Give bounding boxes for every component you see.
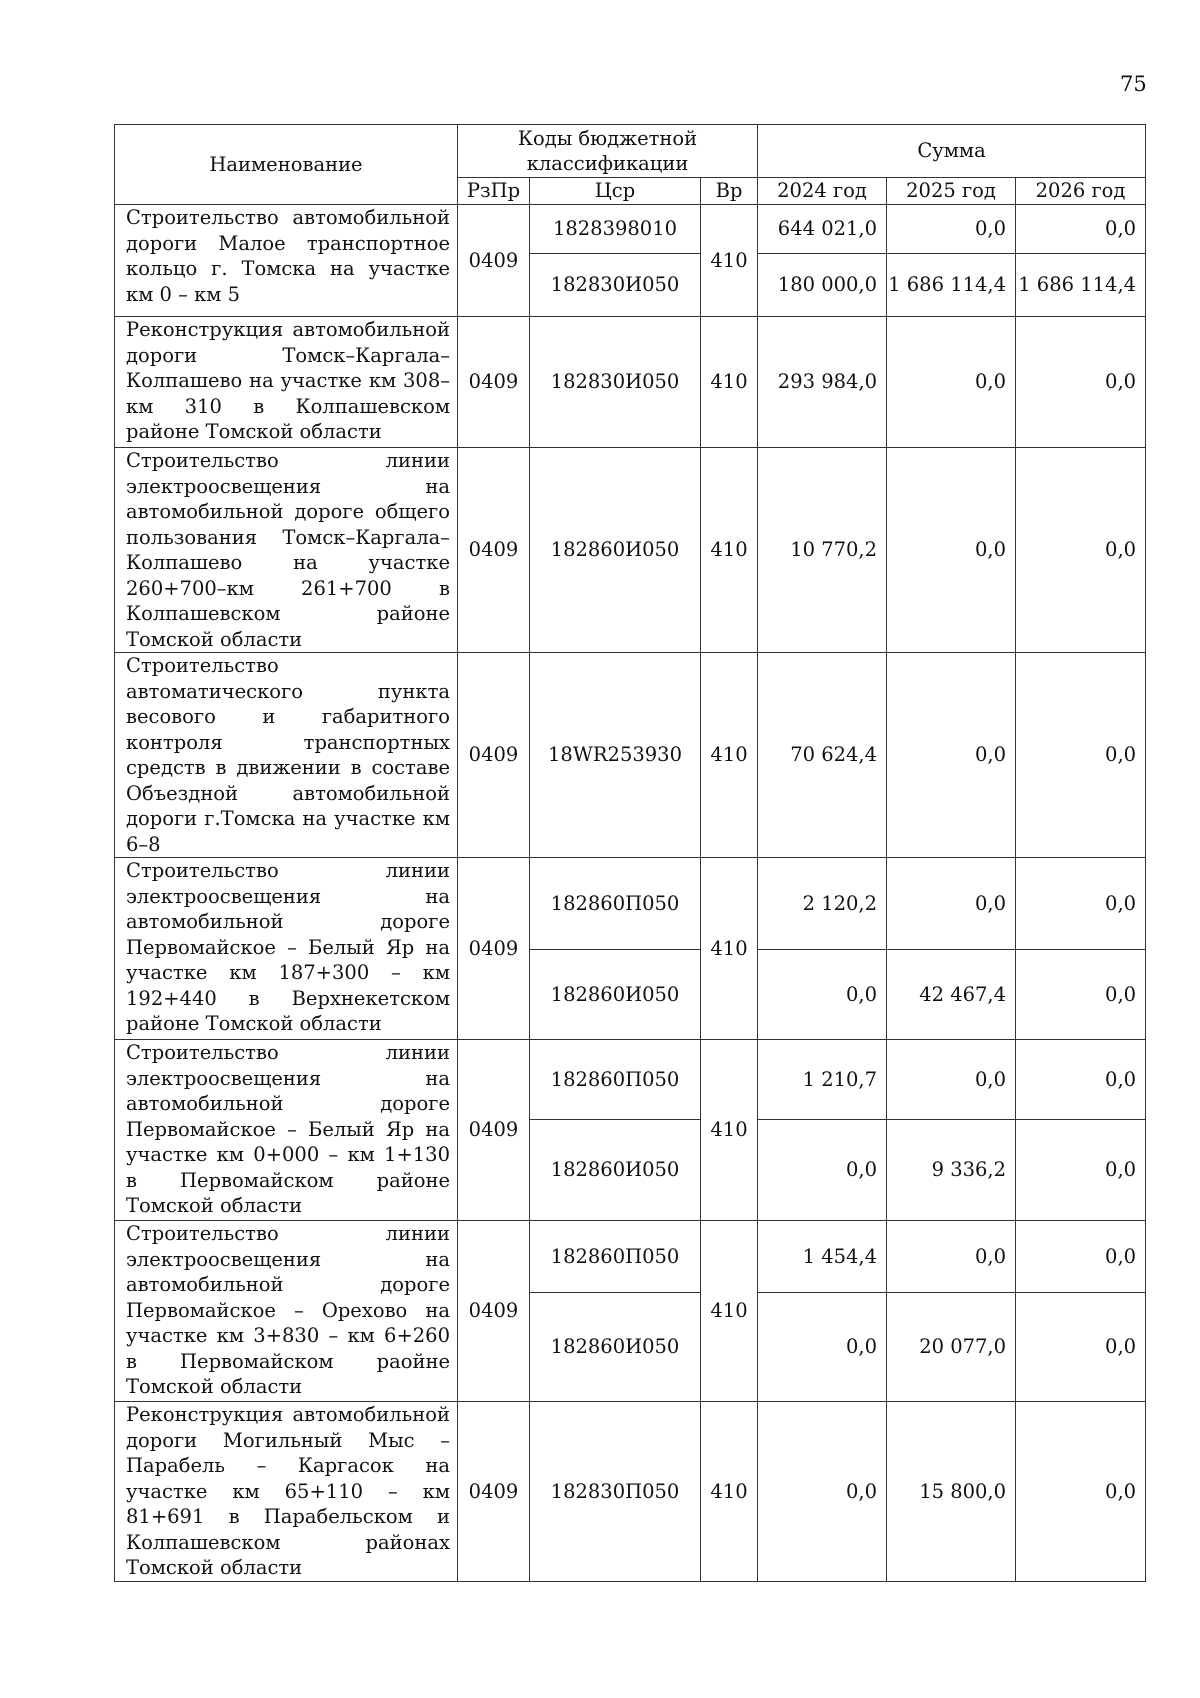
cell-2024: 0,0	[758, 950, 887, 1040]
row-csr: 182860П050	[530, 1040, 701, 1120]
row-csr: 182860И050	[530, 448, 701, 653]
table-row	[115, 448, 1146, 653]
header-sum: Сумма	[758, 125, 1146, 178]
table-row	[115, 317, 1146, 448]
row-csr: 182860П050	[530, 1221, 701, 1293]
cell-2024: 0,0	[758, 1120, 887, 1221]
row-rzpr: 0409	[458, 858, 530, 1040]
table-row	[115, 1040, 1146, 1120]
row-csr: 182860И050	[530, 950, 701, 1040]
cell-2024: 70 624,4	[758, 653, 887, 858]
cell-2025: 1 686 114,4	[887, 254, 1016, 317]
budget-table	[114, 124, 1146, 1582]
row-name: Строительство автомобильной дороги Малое транспортное кольцо г. Томска на участке км 0 – км 5	[115, 205, 458, 317]
row-csr: 182830И050	[530, 254, 701, 317]
table-row	[115, 858, 1146, 950]
cell-2026: 0,0	[1016, 1040, 1146, 1120]
row-csr: 182860П050	[530, 858, 701, 950]
row-rzpr: 0409	[458, 1040, 530, 1221]
row-name: Строительство линии электроосвещения на автомобильной дороге Первомайское – Белый Яр на участке км 0+000 – км 1+130 в Первомайском районе Томской области	[115, 1040, 458, 1221]
header-csr: Цср	[530, 178, 701, 205]
row-vr: 410	[701, 1402, 758, 1582]
cell-2025: 0,0	[887, 1221, 1016, 1293]
row-csr: 182830П050	[530, 1402, 701, 1582]
header-rzpr: РзПр	[458, 178, 530, 205]
row-name: Строительство линии электроосвещения на автомобильной дороге Первомайское – Белый Яр на участке км 187+300 – км 192+440 в Верхнекетском районе Томской области	[115, 858, 458, 1040]
cell-2026: 0,0	[1016, 653, 1146, 858]
header-vr: Вр	[701, 178, 758, 205]
cell-2024: 0,0	[758, 1293, 887, 1402]
cell-2024: 10 770,2	[758, 448, 887, 653]
cell-2024: 1 454,4	[758, 1221, 887, 1293]
cell-2026: 0,0	[1016, 1221, 1146, 1293]
row-csr: 182860И050	[530, 1120, 701, 1221]
row-vr: 410	[701, 317, 758, 448]
cell-2025: 15 800,0	[887, 1402, 1016, 1582]
cell-2024: 293 984,0	[758, 317, 887, 448]
cell-2024: 1 210,7	[758, 1040, 887, 1120]
page-number: 75	[1120, 72, 1147, 96]
cell-2024: 2 120,2	[758, 858, 887, 950]
header-2026: 2026 год	[1016, 178, 1146, 205]
cell-2026: 1 686 114,4	[1016, 254, 1146, 317]
row-vr: 410	[701, 205, 758, 317]
cell-2025: 20 077,0	[887, 1293, 1016, 1402]
row-rzpr: 0409	[458, 1221, 530, 1402]
cell-2025: 0,0	[887, 317, 1016, 448]
cell-2024: 0,0	[758, 1402, 887, 1582]
row-csr: 18WR253930	[530, 653, 701, 858]
row-rzpr: 0409	[458, 317, 530, 448]
cell-2026: 0,0	[1016, 950, 1146, 1040]
table-row	[115, 653, 1146, 858]
row-name: Строительство линии электроосвещения на автомобильной дороге Первомайское – Орехово на участке км 3+830 – км 6+260 в Первомайском раойне Томской области	[115, 1221, 458, 1402]
cell-2026: 0,0	[1016, 317, 1146, 448]
cell-2026: 0,0	[1016, 205, 1146, 254]
cell-2026: 0,0	[1016, 1402, 1146, 1582]
header-name: Наименование	[115, 125, 458, 205]
row-name: Реконструкция автомобильной дороги Могильный Мыс – Парабель – Каргасок на участке км 65+110 – км 81+691 в Парабельском и Колпашевском районах Томской области	[115, 1402, 458, 1582]
row-name: Строительство автоматического пункта весового и габаритного контроля транспортных средств в движении в составе Объездной автомобильной дороги г.Томска на участке км 6–8	[115, 653, 458, 858]
cell-2026: 0,0	[1016, 1120, 1146, 1221]
cell-2025: 0,0	[887, 1040, 1016, 1120]
cell-2025: 0,0	[887, 205, 1016, 254]
table-row	[115, 1402, 1146, 1582]
cell-2025: 0,0	[887, 653, 1016, 858]
table-row	[115, 1221, 1146, 1293]
row-vr: 410	[701, 448, 758, 653]
row-csr: 1828398010	[530, 205, 701, 254]
row-csr: 182860И050	[530, 1293, 701, 1402]
header-2024: 2024 год	[758, 178, 887, 205]
row-rzpr: 0409	[458, 448, 530, 653]
row-vr: 410	[701, 858, 758, 1040]
cell-2025: 42 467,4	[887, 950, 1016, 1040]
cell-2025: 0,0	[887, 448, 1016, 653]
cell-2024: 644 021,0	[758, 205, 887, 254]
table-row	[115, 205, 1146, 254]
cell-2026: 0,0	[1016, 1293, 1146, 1402]
row-csr: 182830И050	[530, 317, 701, 448]
row-vr: 410	[701, 653, 758, 858]
header-2025: 2025 год	[887, 178, 1016, 205]
row-rzpr: 0409	[458, 205, 530, 317]
row-rzpr: 0409	[458, 653, 530, 858]
row-vr: 410	[701, 1221, 758, 1402]
header-codes: Коды бюджетной классификации	[458, 125, 758, 178]
row-rzpr: 0409	[458, 1402, 530, 1582]
cell-2025: 0,0	[887, 858, 1016, 950]
cell-2025: 9 336,2	[887, 1120, 1016, 1221]
cell-2026: 0,0	[1016, 448, 1146, 653]
row-vr: 410	[701, 1040, 758, 1221]
cell-2026: 0,0	[1016, 858, 1146, 950]
row-name: Строительство линии электроосвещения на автомобильной дороге общего пользования Томск–Каргала–Колпашево на участке 260+700–км 261+700 в Колпашевском районе Томской области	[115, 448, 458, 653]
row-name: Реконструкция автомобильной дороги Томск–Каргала–Колпашево на участке км 308–км 310 в Колпашевском районе Томской области	[115, 317, 458, 448]
cell-2024: 180 000,0	[758, 254, 887, 317]
